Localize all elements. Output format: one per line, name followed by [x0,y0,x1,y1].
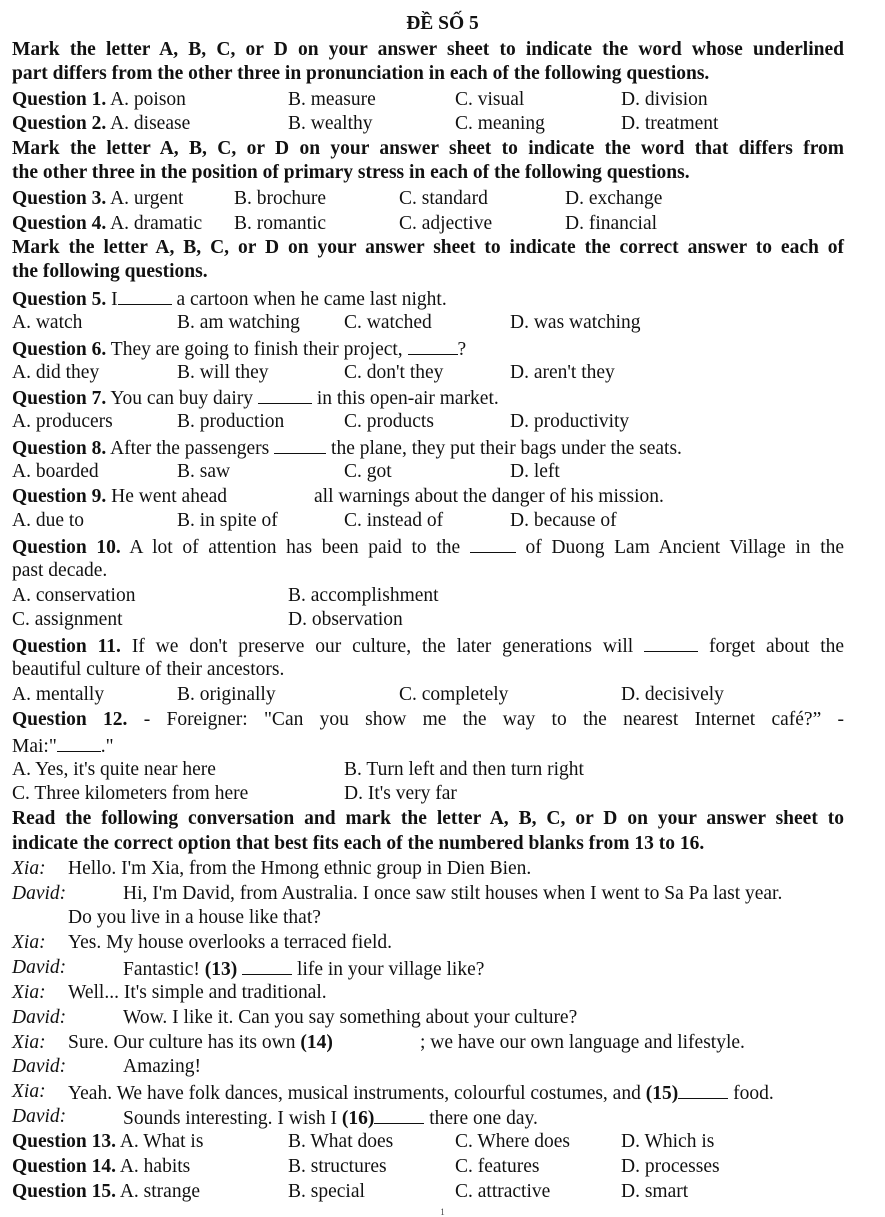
question-11-option-d: D. decisively [621,684,724,705]
question-6-option-d: D. aren't they [510,362,615,383]
section-4-instruction-line-2: indicate the correct option that best fits each of the numbered blanks from 13 to 16. [12,833,705,854]
question-4-option-b: B. romantic [234,213,327,234]
question-2-option-d: D. treatment [621,113,719,134]
question-1-label: Question 1. [12,89,107,110]
question-13 [12,1130,844,1154]
question-13-label: Question 13. [12,1131,117,1152]
question-1 [12,88,844,112]
question-12-continuation-end: ." [100,736,114,757]
question-1-option-d: D. division [621,89,708,110]
question-13-option-a: A. What is [119,1131,204,1152]
question-7-blank [258,385,312,404]
question-10-option-c: C. assignment [12,609,123,630]
question-10-blank [470,534,516,553]
question-6-option-a: A. did they [12,362,100,383]
question-3-option-d: D. exchange [565,188,663,209]
question-6 [12,336,844,362]
question-9-option-c: C. instead of [344,510,444,531]
question-10-options-row-1 [12,584,844,608]
question-13-option-d: D. Which is [621,1131,715,1152]
speaker-xia: Xia: [12,932,46,953]
question-14-option-d: D. processes [621,1156,720,1177]
dialog-line-9-end: food. [733,1083,774,1104]
question-3 [12,187,844,211]
question-11-stem-end: forget about the [708,636,845,657]
dialog-line-9 [12,1080,844,1104]
question-14-label: Question 14. [12,1156,117,1177]
dialog-line-7-end: ; we have our own language and lifestyle. [420,1032,745,1053]
question-10-option-d: D. observation [288,609,403,630]
question-15-option-a: A. strange [119,1181,200,1202]
question-12-stem: - Foreigner: "Can you show me the way to the nearest Internet café?” - [143,709,845,730]
blank-number-14: (14) [300,1032,333,1053]
dialog-line-6-text: Wow. I like it. Can you say something about your culture? [123,1007,578,1028]
blank-number-15: (15) [645,1083,679,1104]
dialog-line-5-text: Well... It's simple and traditional. [68,982,327,1003]
question-12-options-row-1 [12,758,844,782]
question-9-label: Question 9. [12,486,107,507]
question-2-option-c: C. meaning [455,113,545,134]
section-1-instruction-line-1: Mark the letter A, B, C, or D on your answer sheet to indicate the word whose underlined [12,39,844,60]
question-9-stem-end: all warnings about the danger of his mission. [314,486,664,507]
section-3-instruction-line-2: the following questions. [12,261,208,282]
question-11 [12,633,844,659]
dialog-line-7 [12,1031,844,1055]
question-7-option-a: A. producers [12,411,113,432]
question-3-label: Question 3. [12,188,107,209]
question-14 [12,1155,844,1179]
question-1-option-c: C. visual [455,89,525,110]
question-10-option-b: B. accomplishment [288,585,439,606]
question-12-options-row-2 [12,782,844,806]
question-3-option-c: C. standard [399,188,488,209]
blank-16 [374,1105,424,1124]
question-10-options-row-2 [12,608,844,632]
question-3-option-a: A. urgent [110,188,184,209]
dialog-line-1-text: Hello. I'm Xia, from the Hmong ethnic group in Dien Bien. [68,858,532,879]
question-8-options [12,460,844,484]
question-4 [12,212,844,236]
page-title: ĐỀ SỐ 5 [406,13,479,34]
question-12-blank [57,733,101,752]
question-7-option-d: D. productivity [510,411,630,432]
question-12 [12,708,844,732]
question-11-options [12,683,844,707]
question-8-stem-end: the plane, they put their bags under the seats. [331,438,682,459]
question-6-stem-start: They are going to finish their project, [110,339,403,360]
question-5-blank [118,286,172,305]
question-8-option-b: B. saw [177,461,231,482]
question-6-label: Question 6. [12,339,107,360]
speaker-david: David: [12,1106,67,1127]
question-4-option-c: C. adjective [399,213,493,234]
dialog-line-4-start: Fantastic! [123,959,200,980]
question-9-options [12,509,844,533]
question-12-label: Question 12. [12,709,128,730]
question-11-label: Question 11. [12,636,121,657]
question-7-option-c: C. products [344,411,434,432]
question-12-option-a: A. Yes, it's quite near here [12,759,216,780]
speaker-xia: Xia: [12,1081,46,1102]
question-9-option-d: D. because of [510,510,617,531]
dialog-line-9-start: Yeah. We have folk dances, musical instruments, colourful costumes, and [68,1083,641,1104]
question-11-stem-start: If we don't preserve our culture, the later generations will [131,636,634,657]
question-8 [12,435,844,461]
question-5-options [12,311,844,335]
speaker-david: David: [12,1056,67,1077]
question-5 [12,286,844,312]
section-2-instruction-line-2: the other three in the position of primary stress in each of the following questions. [12,162,690,183]
dialog-line-10 [12,1105,844,1129]
question-14-option-a: A. habits [119,1156,191,1177]
question-5-stem-end: a cartoon when he came last night. [176,289,447,310]
blank-13 [242,956,292,975]
dialog-line-1 [12,857,844,881]
question-12-option-b: B. Turn left and then turn right [344,759,584,780]
question-12-option-d: D. It's very far [344,783,457,804]
question-9-stem-start: He went ahead [111,486,227,507]
dialog-line-8-text: Amazing! [123,1056,201,1077]
question-9 [12,485,844,509]
speaker-david: David: [12,957,67,978]
question-13-option-b: B. What does [288,1131,394,1152]
question-7 [12,385,844,411]
dialog-line-4-text [123,956,484,982]
blank-number-16: (16) [341,1108,375,1129]
speaker-xia: Xia: [12,1032,46,1053]
dialog-line-8 [12,1055,844,1079]
dialog-line-2-continuation-text: Do you live in a house like that? [68,907,321,928]
dialog-line-7-text [68,1031,333,1055]
blank-number-13: (13) [204,959,238,980]
question-11-option-a: A. mentally [12,684,105,705]
question-7-option-b: B. production [177,411,285,432]
question-4-option-d: D. financial [565,213,658,234]
section-3-instruction-line-1: Mark the letter A, B, C, or D on your answer sheet to indicate the correct answer to each of [12,237,844,258]
question-5-option-d: D. was watching [510,312,641,333]
page-number: 1 [440,1207,445,1217]
question-11-blank [644,633,698,652]
speaker-david: David: [12,883,67,904]
section-1-instruction-line-2: part differs from the other three in pronunciation in each of the following questions. [12,63,710,84]
question-15-label: Question 15. [12,1181,117,1202]
dialog-line-2-text: Hi, I'm David, from Australia. I once saw stilt houses when I went to Sa Pa last year. [123,883,783,904]
question-1-option-b: B. measure [288,89,376,110]
dialog-line-10-start: Sounds interesting. I wish I [123,1108,337,1129]
dialog-line-4 [12,956,844,980]
dialog-line-7-start: Sure. Our culture has its own [68,1032,296,1053]
question-5-option-b: B. am watching [177,312,300,333]
dialog-line-3-text: Yes. My house overlooks a terraced field. [68,932,393,953]
question-3-option-b: B. brochure [234,188,327,209]
question-8-label: Question 8. [12,438,107,459]
question-15-option-d: D. smart [621,1181,689,1202]
question-15-option-c: C. attractive [455,1181,551,1202]
dialog-line-5 [12,981,844,1005]
dialog-line-10-end: there one day. [429,1108,538,1129]
question-10-stem-start: A lot of attention has been paid to the [129,537,461,558]
dialog-line-6 [12,1006,844,1030]
question-2-option-a: A. disease [110,113,191,134]
question-7-label: Question 7. [12,388,107,409]
question-12-option-c: C. Three kilometers from here [12,783,249,804]
question-5-label: Question 5. [12,289,107,310]
question-6-options [12,361,844,385]
question-8-stem-start: After the passengers [110,438,270,459]
question-6-blank [408,336,458,355]
question-6-option-b: B. will they [177,362,269,383]
question-7-stem-start: You can buy dairy [110,388,254,409]
question-14-option-b: B. structures [288,1156,387,1177]
question-9-option-a: A. due to [12,510,85,531]
dialog-line-2 [12,882,844,906]
question-10 [12,534,844,560]
question-2-label: Question 2. [12,113,107,134]
question-8-option-c: C. got [344,461,392,482]
question-5-stem-start: I [111,289,118,310]
question-11-option-b: B. originally [177,684,276,705]
dialog-line-3 [12,931,844,955]
question-8-option-a: A. boarded [12,461,99,482]
question-11-continuation: beautiful culture of their ancestors. [12,659,285,680]
question-14-option-c: C. features [455,1156,540,1177]
question-2-option-b: B. wealthy [288,113,373,134]
question-4-option-a: A. dramatic [110,213,203,234]
question-13-option-c: C. Where does [455,1131,570,1152]
question-10-option-a: A. conservation [12,585,136,606]
question-5-option-a: A. watch [12,312,83,333]
dialog-line-10-text [123,1105,538,1131]
question-8-option-d: D. left [510,461,560,482]
question-12-continuation [12,733,844,759]
dialog-line-9-text [68,1080,774,1106]
question-10-continuation: past decade. [12,560,108,581]
question-1-option-a: A. poison [110,89,186,110]
speaker-david: David: [12,1007,67,1028]
question-7-stem-end: in this open-air market. [316,388,499,409]
question-4-label: Question 4. [12,213,107,234]
speaker-xia: Xia: [12,858,46,879]
question-2 [12,112,844,136]
question-9-option-b: B. in spite of [177,510,278,531]
question-6-stem-end: ? [457,339,467,360]
question-15 [12,1180,844,1204]
question-7-options [12,410,844,434]
question-8-blank [274,435,326,454]
section-4-instruction-line-1: Read the following conversation and mark the letter A, B, C, or D on your answer sheet to [12,808,844,829]
question-5-option-c: C. watched [344,312,432,333]
question-11-option-c: C. completely [399,684,509,705]
speaker-xia: Xia: [12,982,46,1003]
dialog-line-4-end: life in your village like? [297,959,485,980]
blank-15 [678,1080,728,1099]
section-2-instruction-line-1: Mark the letter A, B, C, or D on your answer sheet to indicate the word that differs from [12,138,844,159]
question-6-option-c: C. don't they [344,362,444,383]
question-15-option-b: B. special [288,1181,365,1202]
question-10-label: Question 10. [12,537,121,558]
question-10-stem-end: of Duong Lam Ancient Village in the [525,537,845,558]
question-12-continuation-start: Mai:" [12,736,57,757]
